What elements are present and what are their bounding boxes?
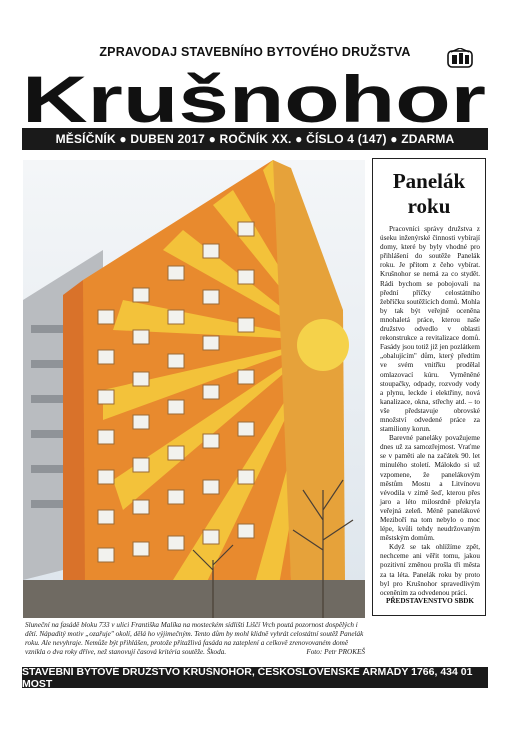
issue-line: MĚSÍČNÍK ● DUBEN 2017 ● ROČNÍK XX. ● ČÍSLO 4 (147) ● ZDARMA: [55, 132, 455, 146]
editorial-paragraph: Když se tak ohlížíme zpět, nechceme ani věřit tomu, jakou pozitivní změnou prošla tři města za ta léta. Panelák roku by proto byl pro Krušnohor spravedlivým oceněním za odvedenou práci.: [380, 543, 480, 597]
editorial-paragraph: Pracovníci správy družstva z úseku inženýrské činnosti vybírají domy, které by byly vhodné pro přihlášení do soutěže Panelák roku. Je přitom z čeho vybírat. Krušnohor se nemá za co stydět. Rádi bychom se pobojovali na přední příčky celostátního žebříčku soutěžících domů. Mohla by tak být veřejně oceněna mnohaletá práce, kterou naše družstvo odvedlo v oblasti rekonstrukce a revitalizace domů. Fasády jsou totiž již jen pozlátkem „obalujícím" dům, který předtím ve svém vnitřku prodělal omlazovací kúru. Vyměněné stoupačky, odpady, rozvody vody a plynu, leckde i elektřiny, nová kanalizace, okna, střechy atd. – to vše představuje obrovské množství odvedené práce za stamiliony korun.: [380, 225, 481, 434]
editorial-title: [373, 169, 485, 219]
editorial-paragraph: Barevné paneláky považujeme dnes už za samozřejmost. Vraťme se v paměti ale na začátek 90. let minulého století. Málokdo si už vzpomene, že panelákovým městům Mostu a Litvínovu vévodila v zimě šeď, kterou přes jaro a léto milosrdně překryla veřejná zeleň. Méně panelákové Meziboří na tom nebylo o moc lépe, kvůli tehdy neudržovaným městským domům.: [380, 434, 480, 543]
building-illustration: [23, 160, 365, 618]
caption-text: Sluneční na fasádě bloku 733 v ulici Františka Malíka na mosteckém sídlišti Liščí Vrch poutá pozornost dospělých i dětí. Nápaditý motiv „ozařuje" okolí, dělá ho výjimečným. Tento dům by mohl klidně vyhrát celostátní soutěž Panelák roku. Ale nevyhraje. Nemůže být přihlášen, protože přitažlivá fasáda na zateplení a celkově zrenovovaném domě vznikla o dva roky dříve, než stanovují časová kritéria soutěže. Škoda.: [25, 621, 364, 656]
editorial-signature: PŘEDSTAVENSTVO SBDK: [385, 597, 475, 605]
editorial-title-line2: roku: [407, 194, 451, 218]
masthead-title: Krušnohor: [22, 62, 486, 126]
cover-photo: [23, 160, 365, 618]
newsletter-supertitle: ZPRAVODAJ STAVEBNÍHO BYTOVÉHO DRUŽSTVA: [99, 45, 411, 59]
photo-caption: [25, 621, 365, 657]
masthead: [20, 62, 488, 126]
footer-address: STAVEBNÍ BYTOVÉ DRUŽSTVO KRUŠNOHOR, ČESKOSLOVENSKÉ ARMÁDY 1766, 434 01 MOST: [22, 665, 473, 690]
editorial-body: [380, 225, 480, 598]
editorial-title-line1: Panelák: [392, 169, 466, 193]
photo-credit: Foto: Petr PROKEŠ: [306, 648, 365, 656]
editorial-box: [372, 158, 486, 616]
footer-bar: [22, 667, 488, 688]
issue-bar: [22, 128, 488, 150]
